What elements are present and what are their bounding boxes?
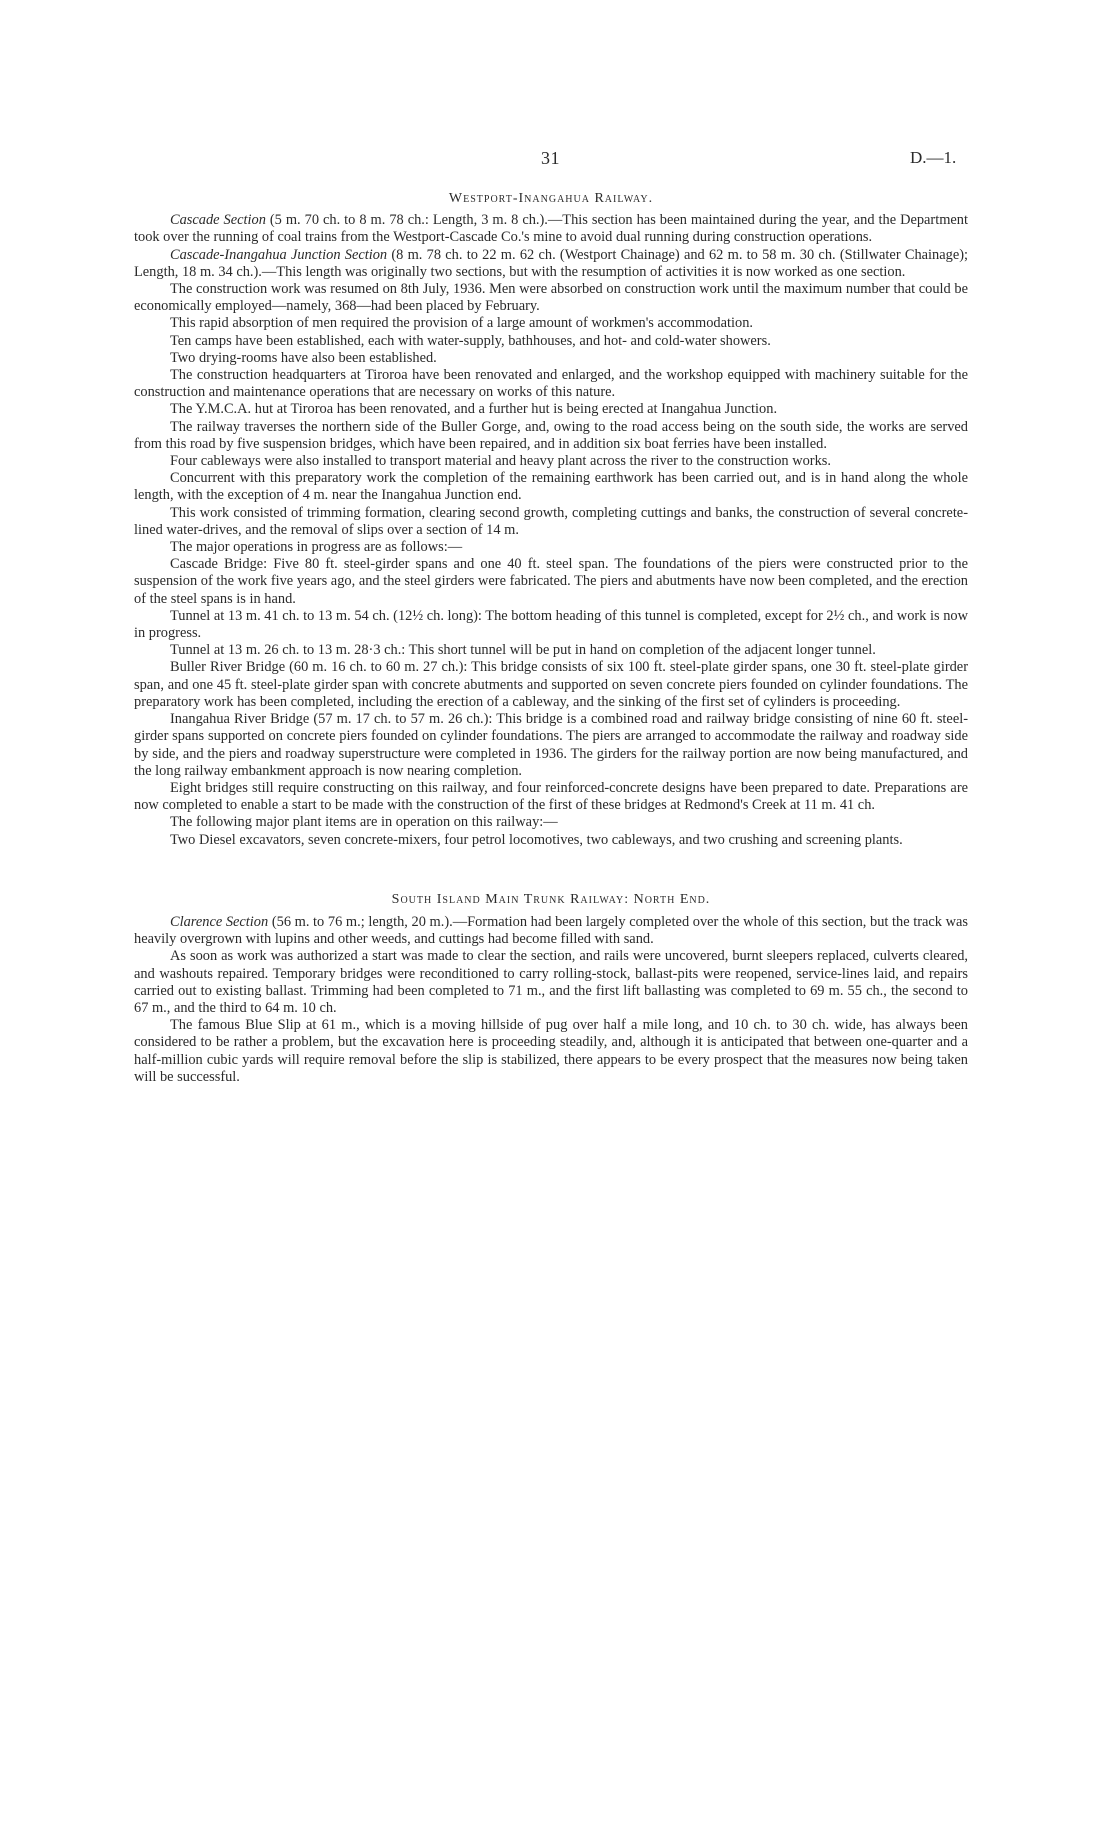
paragraph-tunnel-13m-41ch: Tunnel at 13 m. 41 ch. to 13 m. 54 ch. (12½ ch. long): The bottom heading of this tunnel is completed, except for 2½ ch., and work is now in progress. <box>134 607 968 642</box>
page-body <box>134 190 968 1086</box>
paragraph-cascade-section <box>134 212 968 246</box>
paragraph-tunnel-13m-26ch: Tunnel at 13 m. 26 ch. to 13 m. 28·3 ch.: This short tunnel will be put in hand on completion of the adjacent longer tunnel. <box>170 642 876 659</box>
document-reference: D.—1. <box>910 148 957 167</box>
section-heading-westport-inangahua: Westport-Inangahua Railway. <box>448 191 654 206</box>
paragraph-blue-slip: The famous Blue Slip at 61 m., which is a moving hillside of pug over half a mile long, and 10 ch. to 30 ch. wide, has always been considered to be rather a problem, but the excavation here is proceeding steadily, and, although it is anticipated that between one-quarter and a half-million cubic yards will require removal before the slip is stabilized, there appears to be every prospect that the measures now being taken will be successful. <box>134 1017 968 1085</box>
paragraph: Concurrent with this preparatory work the completion of the remaining earthwork has been carried out, and is in hand along the whole length, with the exception of 4 m. near the Inangahua Junction end. <box>134 470 968 504</box>
paragraph-buller-river-bridge: Buller River Bridge (60 m. 16 ch. to 60 m. 27 ch.): This bridge consists of six 100 ft. steel-plate girder spans, one 30 ft. steel-plate girder span, and one 45 ft. steel-plate girder span with concrete abutments and supported on seven concrete piers founded on cylinder foundations. The preparatory work has been completed, including the erection of a cableway, and the sinking of the first set of cylinders is proceeding. <box>134 659 968 710</box>
paragraph: The Y.M.C.A. hut at Tiroroa has been renovated, and a further hut is being erected at Inangahua Junction. <box>170 401 778 418</box>
paragraph-clarence-section <box>134 914 968 948</box>
paragraph-text: (5 m. 70 ch. to 8 m. 78 ch.: Length, 3 m. 8 ch.).—This section has been maintained during the year, and the Department took over the running of coal trains from the Westport-Cascade Co.'s mine to avoid dual running during construction operations. <box>134 212 969 246</box>
paragraph: As soon as work was authorized a start was made to clear the section, and rails were uncovered, burnt sleepers replaced, culverts cleared, and washouts repaired. Temporary bridges were reconditioned to carry rolling-stock, ballast-pits were reopened, service-lines laid, and repairs carried out to existing ballast. Trimming had been completed to 71 m., and the first lift ballasting was completed to 69 m. 55 ch., the second to 67 m., and the third to 64 m. 10 ch. <box>134 948 968 1016</box>
paragraph: This rapid absorption of men required the provision of a large amount of workmen's accommodation. <box>170 315 754 332</box>
section-heading-south-island-main-trunk: South Island Main Trunk Railway: North End. <box>391 891 711 907</box>
paragraph: The railway traverses the northern side of the Buller Gorge, and, owing to the road access being on the south side, the works are served from this road by five suspension bridges, which have been repaired, and in addition six boat ferries have been installed. <box>134 418 968 452</box>
paragraph: The major operations in progress are as follows:— <box>170 539 463 556</box>
paragraph: Ten camps have been established, each with water-supply, bathhouses, and hot- and cold-water showers. <box>170 332 771 349</box>
paragraph: The following major plant items are in operation on this railway:— <box>170 814 558 831</box>
paragraph: This work consisted of trimming formation, clearing second growth, completing cuttings and banks, the construction of several concrete-lined water-drives, and the removal of slips over a section of 14 m. <box>134 504 968 538</box>
paragraph-cascade-bridge: Cascade Bridge: Five 80 ft. steel-girder spans and one 40 ft. steel span. The foundations of the piers were constructed prior to the suspension of the work five years ago, and the steel girders were fabricated. The piers and abutments have now been completed, and the erection of the steel spans is in hand. <box>134 556 968 607</box>
paragraph: Eight bridges still require constructing on this railway, and four reinforced-concrete designs have been prepared to date. Preparations are now completed to enable a start to be made with the construction of the first of these bridges at Redmond's Creek at 11 m. 41 ch. <box>134 779 968 814</box>
paragraph-text: (8 m. 78 ch. to 22 m. 62 ch. (Westport Chainage) and 62 m. to 58 m. 30 ch. (Stillwater Chainage); Length, 18 m. 34 ch.).—This length was originally two sections, but with the resumption of activities it is now worked as one section. <box>134 246 968 280</box>
paragraph: Four cableways were also installed to transport material and heavy plant across the river to the construction works. <box>170 453 831 470</box>
paragraph-cascade-inangahua-section <box>134 247 968 281</box>
paragraph-text: (56 m. to 76 m.; length, 20 m.).—Formation had been largely completed over the whole of this section, but the track was heavily overgrown with lupins and other weeds, and cuttings had become filled with sand. <box>134 913 968 948</box>
section-name-cascade-inangahua: Cascade-Inangahua Junction Section <box>170 246 388 263</box>
paragraph: The construction headquarters at Tiroroa have been renovated and enlarged, and the workshop equipped with machinery suitable for the construction and maintenance operations that are necessary on works of this nature. <box>134 367 968 401</box>
section-name-cascade: Cascade Section <box>170 212 266 229</box>
page-header <box>0 148 1114 172</box>
page-number: 31 <box>541 148 560 168</box>
paragraph: The construction work was resumed on 8th July, 1936. Men were absorbed on construction work until the maximum number that could be economically employed—namely, 368—had been placed by February. <box>134 281 968 315</box>
paragraph: Two drying-rooms have also been established. <box>170 349 437 366</box>
paragraph-plant-items: Two Diesel excavators, seven concrete-mixers, four petrol locomotives, two cableways, and two crushing and screening plants. <box>170 831 903 848</box>
section-name-clarence: Clarence Section <box>170 913 269 930</box>
paragraph-inangahua-river-bridge: Inangahua River Bridge (57 m. 17 ch. to 57 m. 26 ch.): This bridge is a combined road and railway bridge consisting of nine 60 ft. steel-girder spans supported on concrete piers founded on cylinder foundations. The piers are arranged to accommodate the railway and roadway side by side, and the piers and roadway superstructure were completed in 1936. The girders for the railway portion are now being manufactured, and the long railway embankment approach is now nearing completion. <box>134 711 968 779</box>
